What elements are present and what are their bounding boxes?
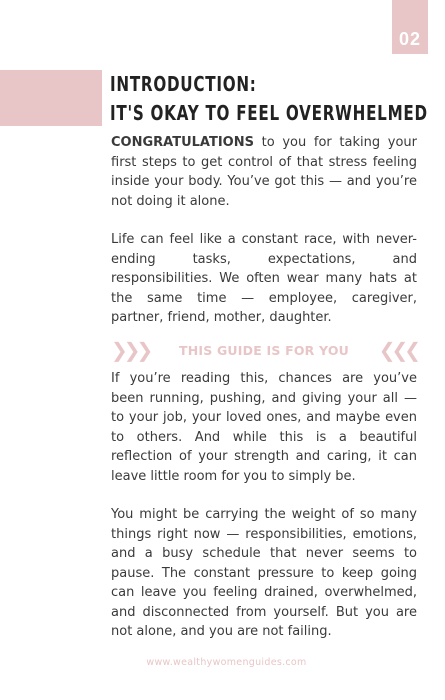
body-section [111,369,417,661]
section-divider [111,337,417,363]
chevron-right-icon: ❯❯❯ [111,338,150,362]
congratulations-lead: CONGRATULATIONS [111,135,254,150]
page-number: 02 [398,29,422,49]
title-line-1: INTRODUCTION: [110,72,257,96]
footer-website-link[interactable]: www.wealthywomenguides.com [146,657,307,668]
paragraph-1-text: to you for taking your first steps to get control of that stress feeling inside your body. You’ve got this — and you’re not doing it alone. [111,135,417,209]
title-accent-block [0,70,102,126]
intro-section [111,133,417,347]
paragraph-4: You might be carrying the weight of so many things right now — responsibilities, emotions, and a busy schedule that never seems to pause. The constant pressure to keep going can leave you feeling drained, overwhelmed, and disconnected from yourself. But you are not alone, and you are not failing. [111,507,417,639]
paragraph-3: If you’re reading this, chances are you’ve been running, pushing, and giving your all — to your job, your loved ones, and maybe even to others. And while this is a beautiful reflection of your strength and caring, it can leave little room for you to simply be. [111,371,417,484]
chevron-left-icon: ❮❮❮ [378,338,417,362]
divider-label: THIS GUIDE IS FOR YOU [178,342,350,358]
page-title [110,70,428,128]
paragraph-2: Life can feel like a constant race, with never-ending tasks, expectations, and responsibilities. We often wear many hats at the same time — employee, caregiver, partner, friend, mother, daughter. [111,232,417,325]
paragraph-1 [111,133,417,211]
page-number-badge [392,0,428,54]
title-line-2: IT'S OKAY TO FEEL OVERWHELMED [110,101,428,125]
